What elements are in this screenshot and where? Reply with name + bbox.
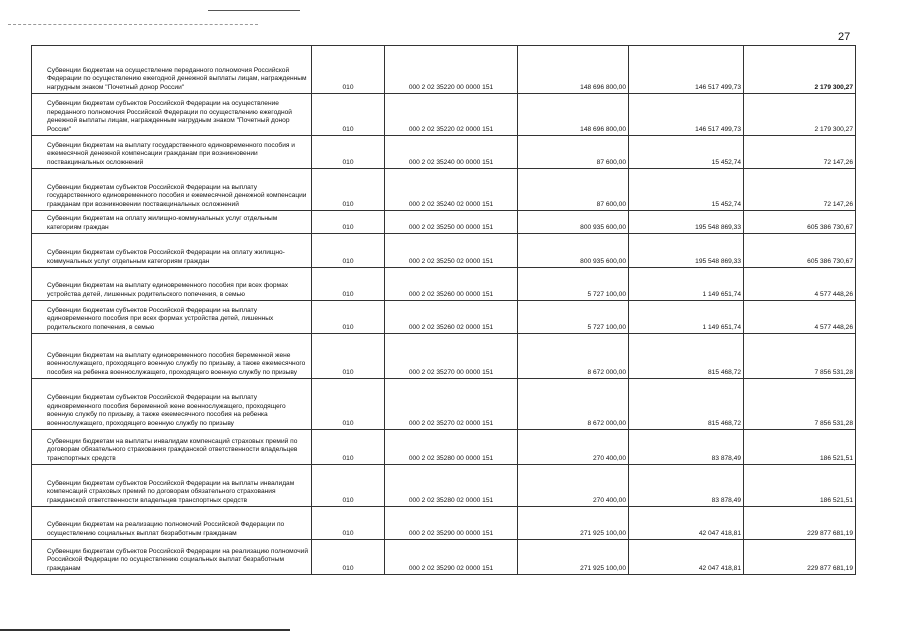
table-row <box>32 234 856 268</box>
row-name: Субвенции бюджетам на выплаты инвалидам компенсаций страховых премий по договорам обязательного страхования гражданской ответственности владельцев транспортных средств <box>32 430 312 465</box>
row-unexecuted: 186 521,51 <box>744 465 856 507</box>
row-approved: 8 672 000,00 <box>518 334 629 379</box>
row-budget-code: 000 2 02 35290 02 0000 151 <box>385 540 518 575</box>
scan-artifact <box>8 24 258 27</box>
row-approved: 800 935 600,00 <box>518 234 629 268</box>
row-executed: 195 548 869,33 <box>629 211 744 234</box>
row-approved: 5 727 100,00 <box>518 301 629 334</box>
table-row <box>32 169 856 211</box>
row-approved: 270 400,00 <box>518 430 629 465</box>
row-line-code: 010 <box>312 136 385 169</box>
row-unexecuted: 72 147,26 <box>744 169 856 211</box>
row-approved: 800 935 600,00 <box>518 211 629 234</box>
row-name: Субвенции бюджетам на выплату единовременного пособия беременной жене военнослужащего, проходящего военную службу по призыву, а также ежемесячного пособия на ребенка военнослужащего, проходящего военную службу по призыву <box>32 334 312 379</box>
row-approved: 87 600,00 <box>518 169 629 211</box>
row-unexecuted: 229 877 681,19 <box>744 540 856 575</box>
row-executed: 1 149 651,74 <box>629 268 744 301</box>
row-executed: 146 517 499,73 <box>629 46 744 94</box>
row-executed: 815 468,72 <box>629 379 744 430</box>
row-line-code: 010 <box>312 430 385 465</box>
row-budget-code: 000 2 02 35260 00 0000 151 <box>385 268 518 301</box>
row-unexecuted: 2 179 300,27 <box>744 46 856 94</box>
row-name: Субвенции бюджетам субъектов Российской Федерации на выплату единовременного пособия при всех формах устройства детей, лишенных родительского попечения, в семью <box>32 301 312 334</box>
row-budget-code: 000 2 02 35270 00 0000 151 <box>385 334 518 379</box>
row-unexecuted: 186 521,51 <box>744 430 856 465</box>
budget-execution-table <box>31 45 856 575</box>
row-name: Субвенции бюджетам на выплату единовременного пособия при всех формах устройства детей, лишенных родительского попечения, в семью <box>32 268 312 301</box>
row-approved: 87 600,00 <box>518 136 629 169</box>
row-approved: 5 727 100,00 <box>518 268 629 301</box>
row-approved: 8 672 000,00 <box>518 379 629 430</box>
row-line-code: 010 <box>312 379 385 430</box>
row-name: Субвенции бюджетам субъектов Российской Федерации на оплату жилищно-коммунальных услуг отдельным категориям граждан <box>32 234 312 268</box>
row-budget-code: 000 2 02 35270 02 0000 151 <box>385 379 518 430</box>
table-row <box>32 430 856 465</box>
table-row <box>32 268 856 301</box>
row-line-code: 010 <box>312 268 385 301</box>
row-unexecuted: 4 577 448,26 <box>744 301 856 334</box>
row-approved: 270 400,00 <box>518 465 629 507</box>
row-name: Субвенции бюджетам субъектов Российской Федерации на выплату государственного единовременного пособия и ежемесячной денежной компенсации гражданам при возникновении поствакцинальных осложнений <box>32 169 312 211</box>
row-line-code: 010 <box>312 169 385 211</box>
table-row <box>32 136 856 169</box>
row-unexecuted: 4 577 448,26 <box>744 268 856 301</box>
row-name: Субвенции бюджетам субъектов Российской Федерации на реализацию полномочий Российской Федерации по осуществлению социальных выплат безработным гражданам <box>32 540 312 575</box>
row-unexecuted: 229 877 681,19 <box>744 507 856 540</box>
row-approved: 148 696 800,00 <box>518 46 629 94</box>
row-line-code: 010 <box>312 507 385 540</box>
row-name: Субвенции бюджетам на оплату жилищно-коммунальных услуг отдельным категориям граждан <box>32 211 312 234</box>
row-approved: 148 696 800,00 <box>518 94 629 136</box>
row-executed: 195 548 869,33 <box>629 234 744 268</box>
row-budget-code: 000 2 02 35240 00 0000 151 <box>385 136 518 169</box>
row-executed: 42 047 418,81 <box>629 507 744 540</box>
table-body <box>32 46 856 575</box>
row-budget-code: 000 2 02 35280 02 0000 151 <box>385 465 518 507</box>
row-approved: 271 925 100,00 <box>518 540 629 575</box>
row-line-code: 010 <box>312 94 385 136</box>
row-unexecuted: 605 386 730,67 <box>744 234 856 268</box>
row-line-code: 010 <box>312 211 385 234</box>
table-row <box>32 379 856 430</box>
row-budget-code: 000 2 02 35220 02 0000 151 <box>385 94 518 136</box>
row-name: Субвенции бюджетам на выплату государственного единовременного пособия и ежемесячной денежной компенсации гражданам при возникновении поствакцинальных осложнений <box>32 136 312 169</box>
row-budget-code: 000 2 02 35250 02 0000 151 <box>385 234 518 268</box>
table-row <box>32 211 856 234</box>
row-executed: 1 149 651,74 <box>629 301 744 334</box>
row-line-code: 010 <box>312 465 385 507</box>
row-unexecuted: 605 386 730,67 <box>744 211 856 234</box>
row-executed: 15 452,74 <box>629 136 744 169</box>
page-number: 27 <box>838 31 851 43</box>
row-budget-code: 000 2 02 35220 00 0000 151 <box>385 46 518 94</box>
row-line-code: 010 <box>312 234 385 268</box>
table-row <box>32 46 856 94</box>
row-budget-code: 000 2 02 35290 00 0000 151 <box>385 507 518 540</box>
table-row <box>32 334 856 379</box>
header-rule <box>208 10 300 11</box>
row-unexecuted: 7 856 531,28 <box>744 334 856 379</box>
row-line-code: 010 <box>312 540 385 575</box>
table-row <box>32 540 856 575</box>
row-name: Субвенции бюджетам субъектов Российской Федерации на осуществление переданного полномочия Российской Федерации по осуществлению ежегодной денежной выплаты лицам, награжденным нагрудным знаком "Почетный донор России" <box>32 94 312 136</box>
row-name: Субвенции бюджетам на осуществление переданного полномочия Российской Федерации по осуществлению ежегодной денежной выплаты лицам, награжденным нагрудным знаком "Почетный донор России" <box>32 46 312 94</box>
table-row <box>32 465 856 507</box>
row-unexecuted: 2 179 300,27 <box>744 94 856 136</box>
row-unexecuted: 72 147,26 <box>744 136 856 169</box>
row-executed: 83 878,49 <box>629 465 744 507</box>
table-row <box>32 94 856 136</box>
row-budget-code: 000 2 02 35260 02 0000 151 <box>385 301 518 334</box>
row-unexecuted: 7 856 531,28 <box>744 379 856 430</box>
row-name: Субвенции бюджетам субъектов Российской Федерации на выплаты инвалидам компенсаций страховых премий по договорам обязательного страхования гражданской ответственности владельцев транспортных средств <box>32 465 312 507</box>
row-executed: 15 452,74 <box>629 169 744 211</box>
row-line-code: 010 <box>312 301 385 334</box>
row-executed: 83 878,49 <box>629 430 744 465</box>
row-name: Субвенции бюджетам на реализацию полномочий Российской Федерации по осуществлению социальных выплат безработным гражданам <box>32 507 312 540</box>
row-line-code: 010 <box>312 46 385 94</box>
table-row <box>32 301 856 334</box>
row-budget-code: 000 2 02 35250 00 0000 151 <box>385 211 518 234</box>
row-approved: 271 925 100,00 <box>518 507 629 540</box>
row-executed: 815 468,72 <box>629 334 744 379</box>
row-executed: 42 047 418,81 <box>629 540 744 575</box>
row-name: Субвенции бюджетам субъектов Российской Федерации на выплату единовременного пособия беременной жене военнослужащего, проходящего военную службу по призыву, а также ежемесячного пособия на ребенка военнослужащего, проходящего военную службу по призыву <box>32 379 312 430</box>
row-budget-code: 000 2 02 35240 02 0000 151 <box>385 169 518 211</box>
footer-rule <box>0 629 290 631</box>
row-executed: 146 517 499,73 <box>629 94 744 136</box>
row-line-code: 010 <box>312 334 385 379</box>
table-row <box>32 507 856 540</box>
row-budget-code: 000 2 02 35280 00 0000 151 <box>385 430 518 465</box>
